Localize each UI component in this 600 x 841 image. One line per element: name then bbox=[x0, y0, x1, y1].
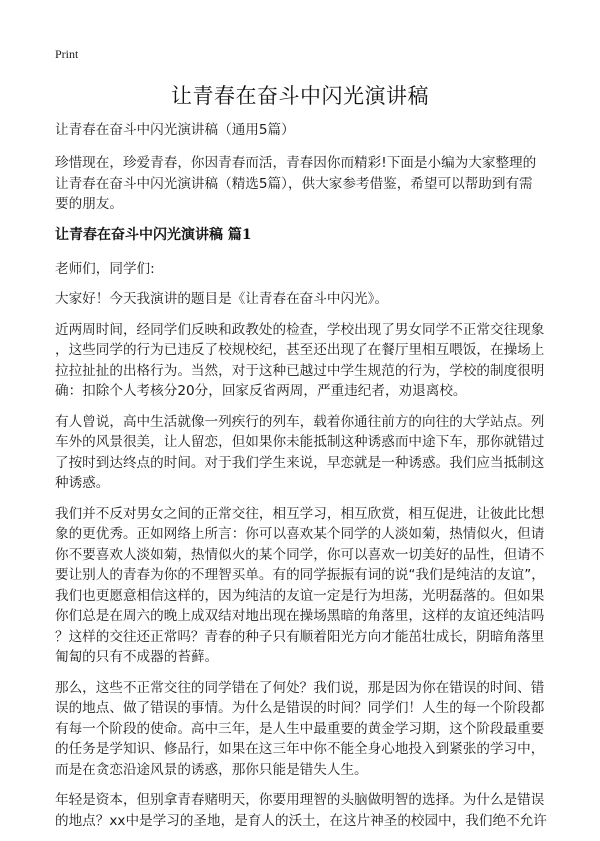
text-line: 近两周时间，经同学们反映和政教处的检查，学校出现了男女同学不正常交往现象 bbox=[55, 321, 545, 338]
text-line: 要的朋友。 bbox=[55, 196, 123, 212]
document-body bbox=[55, 120, 547, 841]
print-label: Print bbox=[55, 47, 79, 61]
text-line: 你们总是在周六的晚上成双结对地出现在操场黑暗的角落里，这样的友谊还纯洁吗 bbox=[55, 608, 545, 624]
paragraph-opening bbox=[55, 289, 547, 310]
document-subtitle: 让青春在奋斗中闪光演讲稿（通用5篇） bbox=[55, 122, 295, 138]
text-line: 象的更优秀。正如网络上所言：你可以喜欢某个同学的人淡如菊，热情似火，但请 bbox=[55, 526, 545, 542]
paragraph-3 bbox=[55, 320, 547, 402]
text-line: 误的地点、做了错误的事情。为什么是错误的时间？同学们！人生的每一个阶段都 bbox=[55, 700, 545, 716]
intro-paragraph bbox=[55, 153, 547, 215]
text-line: 拉拉扯扯的出格行为。当然，对于这种已越过中学生规范的行为，学校的制度很明 bbox=[55, 362, 545, 379]
text-line: 有每一个阶段的使命。高中三年，是人生中最重要的黄金学习期，这个阶段最重要 bbox=[55, 720, 545, 737]
paragraph-5 bbox=[55, 504, 547, 668]
text-line: 匍匐的只有不成器的苔藓。 bbox=[55, 649, 219, 665]
section-heading: 让青春在奋斗中闪光演讲稿 篇1 bbox=[55, 226, 252, 243]
text-line: ，这些同学的行为已违反了校规校纪，甚至还出现了在餐厅里相互喂饭，在操场上 bbox=[55, 342, 545, 358]
text-line: 要让别人的青春为你的不理智买单。有的同学振振有词的说“我们是纯洁的友谊”， bbox=[55, 567, 545, 583]
text-line: 的地点？xx中是学习的圣地，是育人的沃土，在这片神圣的校园中，我们绝不允许 bbox=[55, 812, 547, 829]
paragraph-6 bbox=[55, 678, 547, 781]
text-line: 有人曾说，高中生活就像一列疾行的列车，载着你通往前方的向往的大学站点。列 bbox=[55, 413, 545, 430]
text-line: 你不要喜欢人淡如菊，热情似火的某个同学，你可以喜欢一切美好的品性，但请不 bbox=[55, 546, 545, 563]
text-line: 老师们，同学们: bbox=[55, 260, 155, 277]
text-line: 的任务是学知识、修品行，如果在这三年中你不能全身心地投入到紧张的学习中， bbox=[55, 741, 545, 757]
page-title: 让青春在奋斗中闪光演讲稿 bbox=[171, 84, 429, 108]
text-line: 种诱惑。 bbox=[55, 475, 110, 491]
text-line: 了按时到达终点的时间。对于我们学生来说，早恋就是一种诱惑。我们应当抵制这 bbox=[55, 454, 545, 471]
text-line: 年轻是资本，但别拿青春赌明天，你要用理智的头脑做明智的选择。为什么是错误 bbox=[55, 792, 545, 808]
text-line: 那么，这些不正常交往的同学错在了何处？我们说，那是因为你在错误的时间、错 bbox=[55, 679, 545, 696]
text-line: 大家好！今天我演讲的题目是《让青春在奋斗中闪光》。 bbox=[55, 291, 389, 307]
text-line: 车外的风景很美，让人留恋，但如果你未能抵制这种诱惑而中途下车，那你就错过 bbox=[55, 434, 545, 450]
paragraph-7 bbox=[55, 790, 547, 831]
text-line: 珍惜现在，珍爱青春，你因青春而活，青春因你而精彩!下面是小编为大家整理的 bbox=[55, 155, 537, 171]
text-line: 确：扣除个人考核分20分，回家反省两周，严重违纪者，劝退离校。 bbox=[55, 383, 467, 399]
text-line: 我们也更愿意相信这样的，因为纯洁的友谊一定是行为坦荡，光明磊落的。但如果 bbox=[55, 587, 545, 604]
paragraph-greeting bbox=[55, 259, 547, 280]
paragraph-4 bbox=[55, 412, 547, 494]
text-line: 我们并不反对男女之间的正常交往，相互学习，相互欣赏，相互促进，让彼此比想 bbox=[55, 505, 545, 522]
text-line: 让青春在奋斗中闪光演讲稿（精选5篇），供大家参考借鉴，希望可以帮助到有需 bbox=[55, 175, 533, 192]
text-line: ？这样的交往还正常吗？青春的种子只有顺着阳光方向才能茁壮成长，阴暗角落里 bbox=[55, 628, 545, 645]
text-line: 而是在贪恋沿途风景的诱惑，那你只能是错失人生。 bbox=[55, 761, 368, 778]
